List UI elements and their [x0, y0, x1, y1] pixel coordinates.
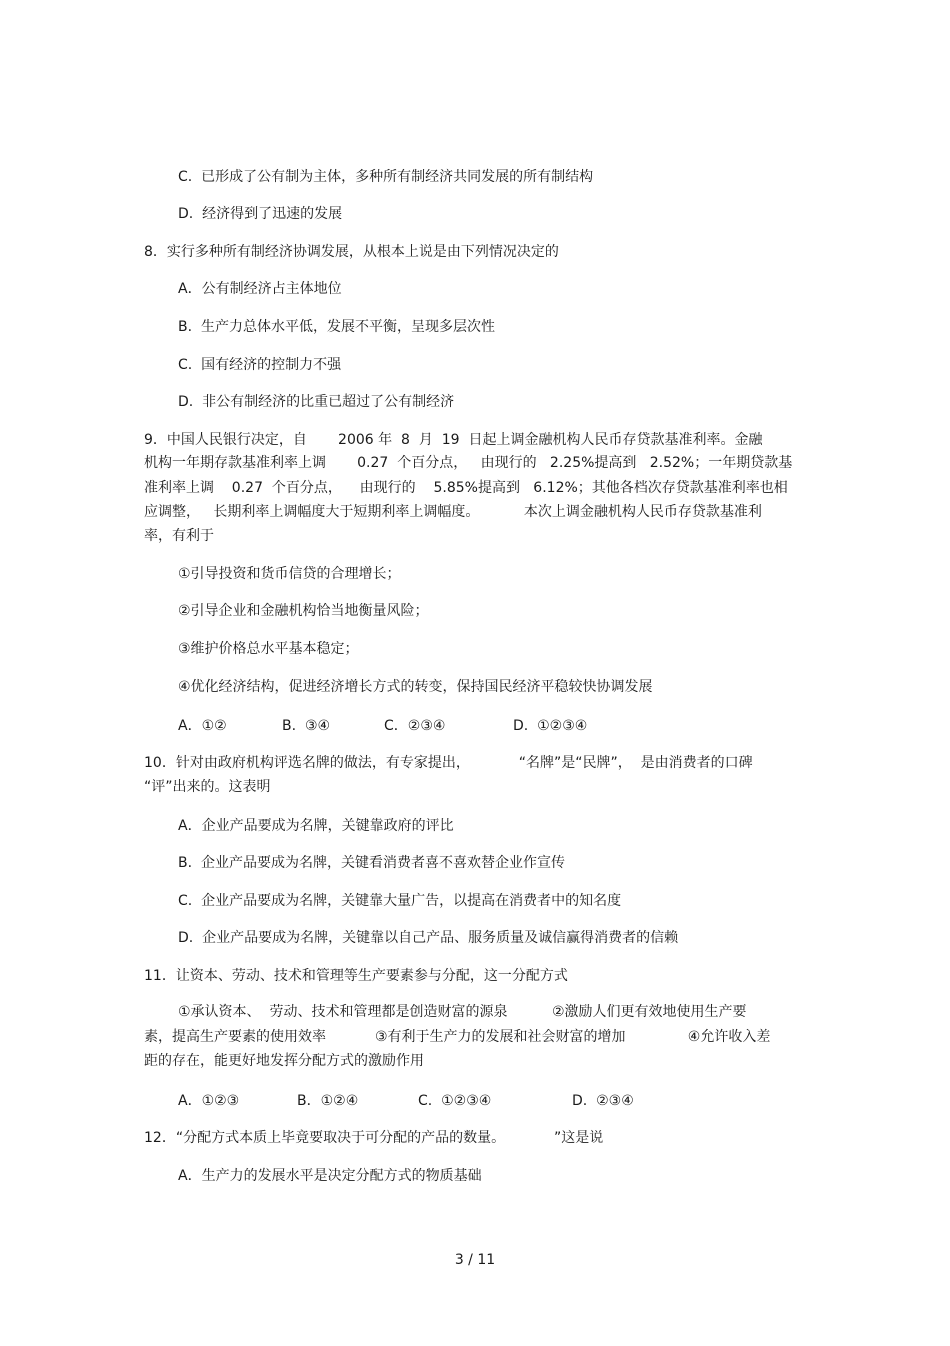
- q9-option-a: A．①②: [178, 718, 227, 734]
- q11-option-d: D. ②③④: [572, 1093, 634, 1109]
- q10-option-d: D. 企业产品要成为名牌，关键靠以自己产品、服务质量及诚信赢得消费者的信赖: [178, 930, 679, 946]
- q11-statements-line-3: 距的存在，能更好地发挥分配方式的激励作用: [144, 1053, 424, 1069]
- q11-option-c: C. ①②③④: [418, 1093, 492, 1109]
- q9-stem-line-4: 应调整， 长期利率上调幅度大于短期利率上调幅度。 本次上调金融机构人民币存贷款基准利: [144, 504, 762, 520]
- q8-option-d: D. 非公有制经济的比重已超过了公有制经济: [178, 394, 455, 410]
- q9-option-c: C．②③④: [384, 718, 446, 734]
- q11-statements-line-1: ①承认资本、 劳动、技术和管理都是创造财富的源泉 ②激励人们更有效地使用生产要: [178, 1004, 747, 1020]
- q10-stem-line-1: 10．针对由政府机构评选名牌的做法，有专家提出， “名牌”是“民牌”， 是由消费者的口碑: [144, 755, 753, 771]
- q9-stem-line-2: 机构一年期存款基准利率上调 0.27 个百分点， 由现行的 2.25%提高到 2.52%；一年期贷款基: [144, 455, 793, 471]
- q9-stem-line-3: 准利率上调 0.27 个百分点， 由现行的 5.85%提高到 6.12%；其他各档次存贷款基准利率也相: [144, 480, 788, 496]
- q11-stem: 11．让资本、劳动、技术和管理等生产要素参与分配，这一分配方式: [144, 968, 568, 984]
- q7-option-d: D. 经济得到了迅速的发展: [178, 206, 343, 222]
- q8-option-a: A．公有制经济占主体地位: [178, 281, 342, 297]
- q12-stem: 12．“分配方式本质上毕竟要取决于可分配的产品的数量。 ”这是说: [144, 1130, 604, 1146]
- q10-stem-line-2: “评”出来的。这表明: [144, 779, 271, 795]
- q8-option-b: B. 生产力总体水平低，发展不平衡，呈现多层次性: [178, 319, 495, 335]
- q9-option-b: B. ③④: [282, 718, 331, 734]
- q10-option-b: B. 企业产品要成为名牌，关键看消费者喜不喜欢替企业作宣传: [178, 855, 565, 871]
- q9-statement-2: ②引导企业和金融机构恰当地衡量风险；: [178, 603, 429, 619]
- q10-option-c: C. 企业产品要成为名牌，关键靠大量广告，以提高在消费者中的知名度: [178, 893, 622, 909]
- q9-statement-3: ③维护价格总水平基本稳定；: [178, 641, 359, 657]
- q9-stem-line-5: 率，有利于: [144, 528, 214, 544]
- q10-option-a: A．企业产品要成为名牌，关键靠政府的评比: [178, 818, 454, 834]
- q9-option-d: D. ①②③④: [513, 718, 588, 734]
- q9-statement-1: ①引导投资和货币信贷的合理增长；: [178, 566, 401, 582]
- q11-option-a: A．①②③: [178, 1093, 240, 1109]
- q7-option-c: C. 已形成了公有制为主体，多种所有制经济共同发展的所有制结构: [178, 169, 594, 185]
- q9-statement-4: ④优化经济结构，促进经济增长方式的转变，保持国民经济平稳较快协调发展: [178, 679, 653, 695]
- q8-option-c: C. 国有经济的控制力不强: [178, 357, 342, 373]
- q12-option-a: A．生产力的发展水平是决定分配方式的物质基础: [178, 1168, 482, 1184]
- q8-stem: 8．实行多种所有制经济协调发展，从根本上说是由下列情况决定的: [144, 244, 559, 260]
- q11-statements-line-2: 素，提高生产要素的使用效率 ③有利于生产力的发展和社会财富的增加 ④允许收入差: [144, 1029, 771, 1045]
- q11-option-b: B．①②④: [297, 1093, 359, 1109]
- page-number: 3 / 11: [454, 1252, 496, 1268]
- q9-stem-line-1: 9．中国人民银行决定，自 2006 年 8 月 19 日起上调金融机构人民币存贷款基准利率。金融: [144, 432, 763, 448]
